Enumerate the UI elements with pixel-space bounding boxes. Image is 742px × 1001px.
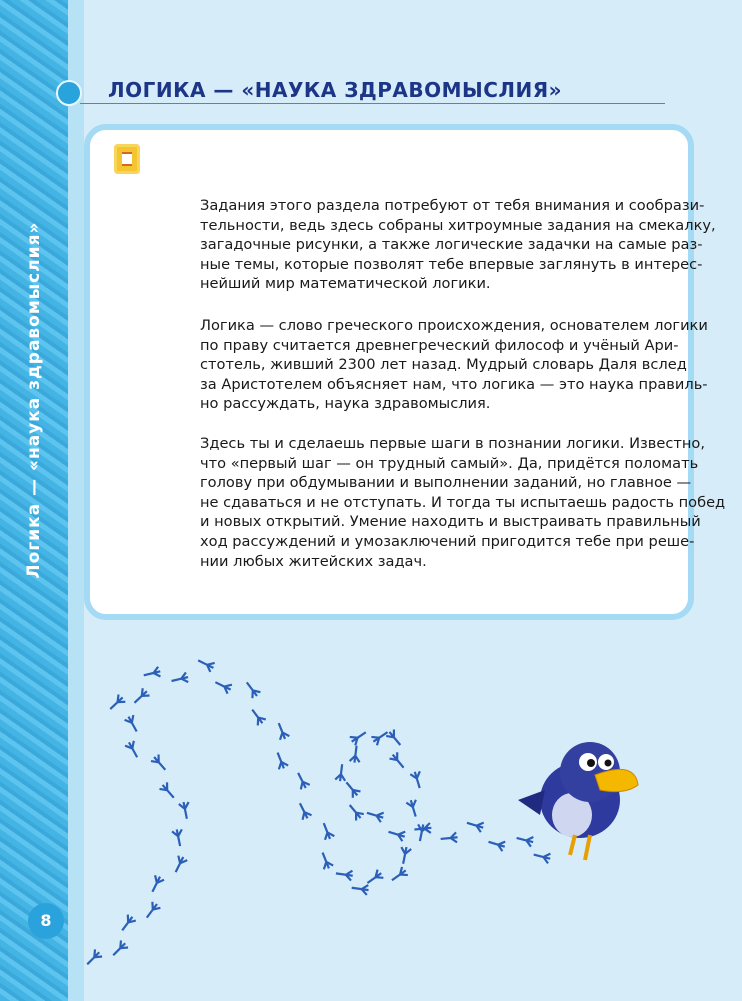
footprint — [389, 751, 408, 770]
footprint — [179, 801, 192, 820]
footprint — [440, 832, 458, 844]
footprint — [150, 754, 169, 773]
page-number: 8 — [28, 903, 64, 939]
footprint — [125, 740, 142, 760]
footprint — [386, 729, 405, 748]
footprint — [410, 770, 424, 789]
footprint — [350, 745, 362, 763]
text-line: Здесь ты и сделаешь первые шаги в познании логики. Известно, — [200, 435, 706, 452]
footprint — [487, 837, 506, 851]
footprint — [349, 728, 369, 746]
footprint — [387, 827, 406, 841]
footprint — [171, 855, 188, 875]
footprint — [343, 779, 362, 798]
text-line: по праву считается древнегреческий философ и учёный Ари- — [200, 336, 679, 354]
footprint — [196, 656, 216, 672]
footprint — [143, 901, 161, 921]
text-line: ход рассуждений и умозаключений пригодится тебе при реше- — [200, 532, 695, 550]
text-line: за Аристотелем объясняет нам, что логика — это наука правиль- — [200, 375, 708, 393]
footprint — [143, 667, 162, 681]
footprint — [148, 874, 165, 894]
footprint — [118, 914, 136, 934]
vertical-section-title: Логика — «наука здравомыслия» — [24, 221, 44, 579]
footprint — [107, 694, 126, 713]
text-line: Задания этого раздела потребуют от тебя внимания и сообрази- — [200, 197, 705, 214]
footprint — [389, 866, 409, 884]
footprint — [159, 782, 178, 801]
footprint — [131, 688, 150, 707]
footprint — [351, 883, 369, 895]
footprint — [172, 828, 185, 847]
footprint — [295, 801, 312, 821]
footprint — [110, 940, 129, 959]
footprint — [84, 949, 103, 968]
page-title: ЛОГИКА — «НАУКА ЗДРАВОМЫСЛИЯ» — [108, 78, 563, 102]
footprint — [248, 707, 266, 727]
footprint — [365, 808, 384, 822]
footprint — [335, 764, 347, 782]
crow-footprints-trail — [84, 656, 552, 968]
footprint — [243, 679, 261, 699]
footprint — [274, 721, 290, 740]
crow-illustration — [518, 742, 638, 860]
text-line: что «первый шаг — он трудный самый». Да, придётся поломать — [200, 454, 699, 472]
footprint — [318, 851, 334, 870]
text-line: голову при обдумывании и выполнении заданий, но главное — — [200, 474, 692, 492]
text-line: загадочные рисунки, а также логические задачки на самые раз- — [200, 236, 703, 254]
footprint — [294, 771, 311, 791]
footprint — [406, 799, 420, 818]
footprint — [335, 868, 353, 880]
text-line: Логика — слово греческого происхождения, основателем логики — [200, 317, 708, 334]
footprint — [273, 751, 289, 770]
text-line: стотель, живший 2300 лет назад. Мудрый словарь Даля вслед — [200, 356, 687, 374]
text-line: не сдаваться и не отступать. И тогда ты испытаешь радость побед — [200, 493, 726, 511]
footprint — [124, 714, 141, 734]
footprint — [398, 846, 411, 865]
footprint — [465, 818, 484, 832]
text-line: и новых открытий. Умение находить и выстраивать правильный — [200, 513, 701, 531]
text-line: тельности, ведь здесь собраны хитроумные задания на смекалку, — [200, 216, 716, 234]
text-line: но рассуждать, наука здравомыслия. — [200, 395, 491, 413]
footprint — [532, 850, 551, 864]
footprint — [515, 833, 534, 847]
text-line: нии любых житейских задач. — [200, 552, 427, 570]
footprint — [346, 802, 365, 821]
text-line: ные темы, которые позволят тебе впервые заглянуть в интерес- — [200, 255, 703, 273]
footprint — [213, 678, 233, 694]
footprint — [319, 821, 335, 840]
footprint — [170, 672, 189, 686]
text-line: нейший мир математической логики. — [200, 275, 491, 293]
